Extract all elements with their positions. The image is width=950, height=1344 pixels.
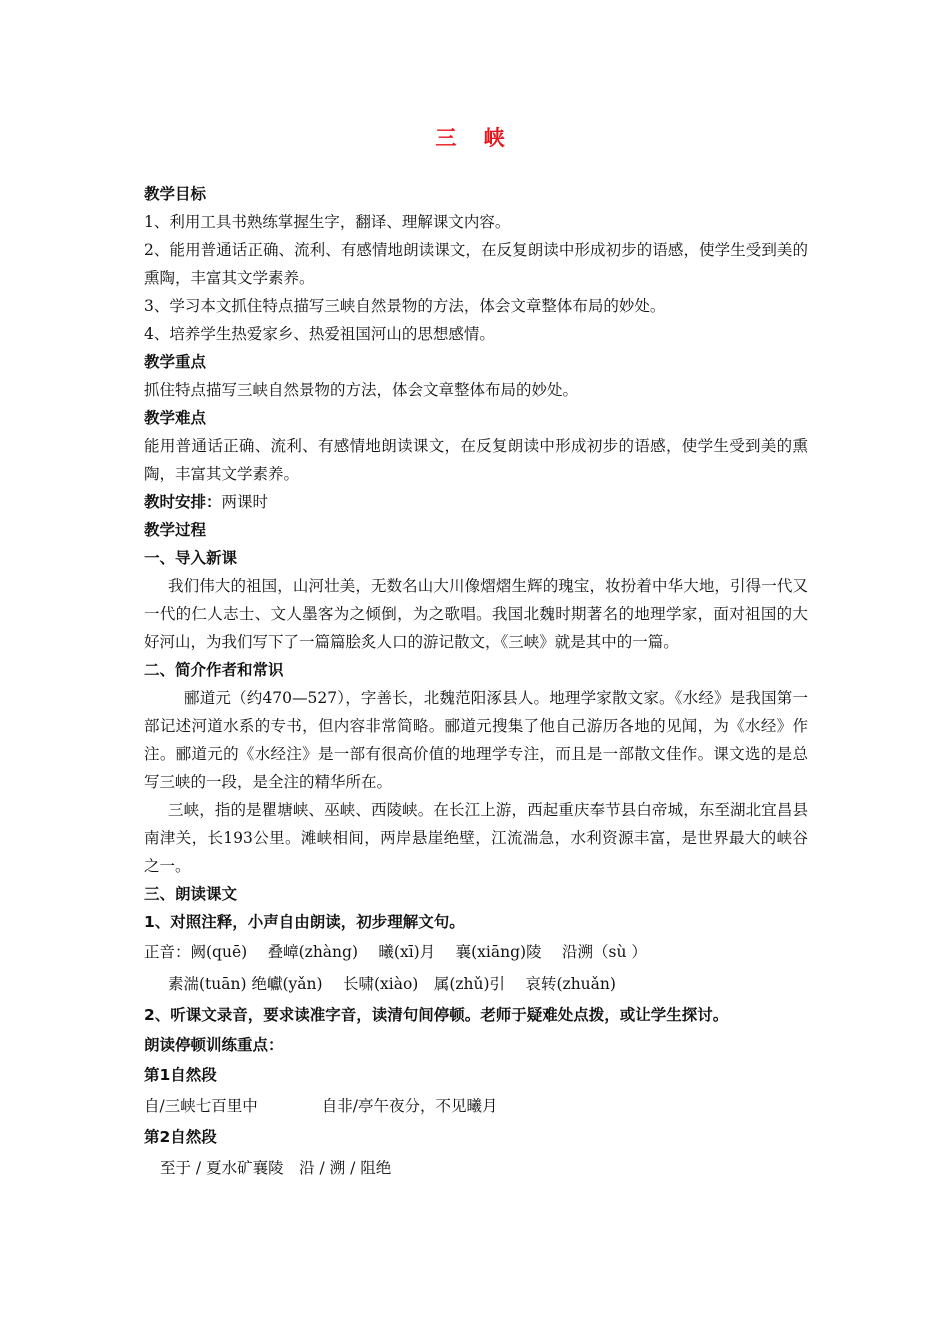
intro-paragraph: 我们伟大的祖国，山河壮美，无数名山大川像熠熠生辉的瑰宝，妆扮着中华大地，引得一代又一代的仁人志士、文人墨客为之倾倒，为之歌唱。我国北魏时期著名的地理学家，面对祖国的大好河山，为我们写下了一篇篇脍炙人口的游记散文，《三峡》就是其中的一篇。 bbox=[144, 577, 808, 651]
objective-item: 2、能用普通话正确、流利、有感情地朗读课文，在反复朗读中形成初步的语感，使学生受到美的熏陶，丰富其文学素养。 bbox=[144, 241, 808, 287]
section-heading: 二、简介作者和常识 bbox=[144, 661, 284, 679]
pronunciation-line: 素湍(tuān) 绝巘(yǎn) 长啸(xiào) 属(zhǔ)引 哀转(zhuǎn) bbox=[168, 975, 616, 993]
schedule-value: 两课时 bbox=[221, 493, 269, 511]
key-points-heading: 教学重点 bbox=[144, 353, 207, 371]
reading-step-2: 2、听课文录音，要求读准字音，读清句间停顿。老师于疑难处点拨，或让学生探讨。 bbox=[144, 1006, 729, 1024]
schedule-label: 教时安排： bbox=[144, 493, 222, 511]
reading-step-1: 1、对照注释，小声自由朗读，初步理解文句。 bbox=[144, 913, 465, 931]
section-heading: 三、朗读课文 bbox=[144, 885, 238, 903]
difficulties-heading: 教学难点 bbox=[144, 409, 207, 427]
objective-item: 3、学习本文抓住特点描写三峡自然景物的方法，体会文章整体布局的妙处。 bbox=[144, 297, 666, 315]
pause-heading: 朗读停顿训练重点： bbox=[144, 1036, 284, 1054]
paragraph-label: 第2自然段 bbox=[144, 1128, 217, 1146]
key-points-text: 抓住特点描写三峡自然景物的方法，体会文章整体布局的妙处。 bbox=[144, 381, 579, 399]
document-title: 三 峡 bbox=[435, 126, 515, 150]
schedule-line bbox=[144, 488, 808, 516]
pause-example: 至于 / 夏水矿襄陵 沿 / 溯 / 阻绝 bbox=[160, 1159, 392, 1177]
document-body bbox=[144, 180, 808, 1184]
pause-example-line bbox=[144, 1090, 808, 1122]
difficulties-text: 能用普通话正确、流利、有感情地朗读课文，在反复朗读中形成初步的语感，使学生受到美的熏陶，丰富其文学素养。 bbox=[144, 437, 808, 483]
process-heading: 教学过程 bbox=[144, 521, 207, 539]
pronunciation-line: 正音：阙(quē) 叠嶂(zhàng) 曦(xī)月 襄(xiāng)陵 沿溯（sù ） bbox=[144, 943, 647, 961]
three-gorges-paragraph: 三峡，指的是瞿塘峡、巫峡、西陵峡。在长江上游，西起重庆奉节县白帝城，东至湖北宜昌县南津关，长193公里。滩峡相间，两岸悬崖绝壁，江流湍急，水利资源丰富，是世界最大的峡谷之一。 bbox=[144, 801, 808, 875]
objectives-heading: 教学目标 bbox=[144, 185, 207, 203]
objective-item: 4、培养学生热爱家乡、热爱祖国河山的思想感情。 bbox=[144, 325, 495, 343]
objective-item: 1、利用工具书熟练掌握生字，翻译、理解课文内容。 bbox=[144, 213, 511, 231]
paragraph-label: 第1自然段 bbox=[144, 1066, 217, 1084]
pause-example: 自非/亭午夜分，不见曦月 bbox=[321, 1097, 498, 1115]
pause-example: 自/三峡七百里中 bbox=[144, 1097, 258, 1115]
section-heading: 一、导入新课 bbox=[144, 549, 238, 567]
author-paragraph: 郦道元（约470—527），字善长，北魏范阳涿县人。地理学家散文家。《水经》是我国第一部记述河道水系的专书，但内容非常简略。郦道元搜集了他自己游历各地的见闻，为《水经》作注。郦道元的《水经注》是一部有很高价值的地理学专注，而且是一部散文佳作。课文选的是总写三峡的一段，是全注的精华所在。 bbox=[144, 689, 808, 791]
